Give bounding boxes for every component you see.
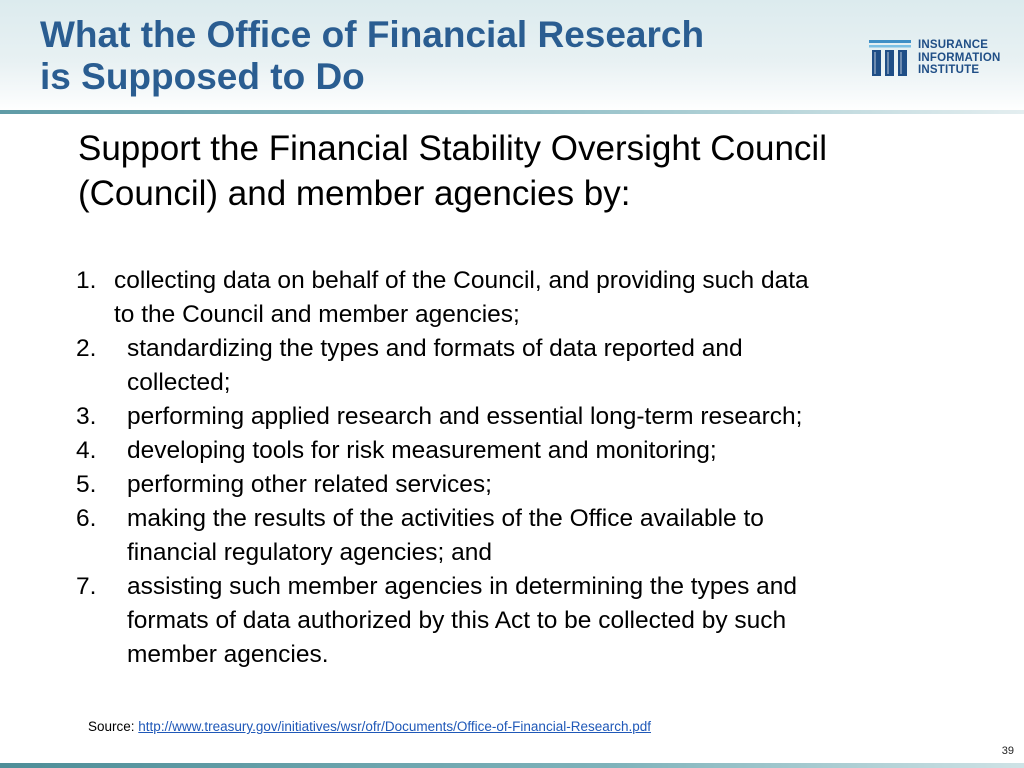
list-item-number: 2. — [76, 335, 97, 362]
list-item-text-line: making the results of the activities of the Office available to — [127, 505, 764, 532]
list-item-number: 5. — [76, 471, 97, 498]
iii-logo-mark-icon — [868, 38, 912, 78]
list-item — [76, 434, 956, 468]
list-item — [76, 502, 956, 570]
logo-text-line-3: INSTITUTE — [918, 64, 980, 76]
list-item-number: 4. — [76, 437, 97, 464]
list-item-text-line: collecting data on behalf of the Council, and providing such data — [114, 267, 809, 294]
list-item-number: 7. — [76, 573, 97, 600]
subtitle-line-2: (Council) and member agencies by: — [78, 174, 631, 213]
logo-text — [918, 39, 1000, 77]
subtitle-line-1: Support the Financial Stability Oversight Council — [78, 129, 827, 168]
list-item — [76, 570, 956, 672]
list-item-number: 3. — [76, 403, 97, 430]
list-item-text-line: performing applied research and essential long-term research; — [127, 403, 803, 430]
list-item-text-line: assisting such member agencies in determining the types and — [127, 573, 798, 600]
source-citation — [88, 719, 651, 734]
list-item-text-line: developing tools for risk measurement and monitoring; — [127, 437, 717, 464]
duties-list — [76, 264, 956, 672]
list-item — [76, 400, 956, 434]
list-item-text-line: standardizing the types and formats of data reported and — [127, 335, 743, 362]
page-number: 39 — [1001, 745, 1014, 757]
slide-title-line-2: is Supposed to Do — [40, 56, 365, 97]
list-item-number: 6. — [76, 505, 97, 532]
list-item-text-line: performing other related services; — [127, 471, 492, 498]
slide-title-line-1: What the Office of Financial Research — [40, 14, 705, 55]
list-item-text-line: member agencies. — [127, 641, 329, 668]
slide-subtitle — [78, 126, 978, 216]
list-item — [76, 468, 956, 502]
header-divider — [0, 110, 1024, 114]
list-item — [76, 332, 956, 400]
slide-title — [40, 14, 840, 98]
logo-text-line-2: INFORMATION — [918, 51, 1001, 64]
list-item-text-line: financial regulatory agencies; and — [127, 539, 493, 566]
source-link[interactable]: http://www.treasury.gov/initiatives/wsr/ofr/Documents/Office-of-Financial-Research.pdf — [138, 719, 651, 734]
list-item-text-line: to the Council and member agencies; — [114, 301, 520, 328]
iii-logo — [868, 38, 1018, 80]
footer-divider — [0, 763, 1024, 768]
list-item-text-line: formats of data authorized by this Act to be collected by such — [127, 607, 787, 634]
list-item — [76, 264, 956, 332]
list-item-number: 1. — [76, 267, 97, 294]
logo-text-line-1: INSURANCE — [918, 39, 989, 51]
list-item-text-line: collected; — [127, 369, 231, 396]
source-label: Source: — [88, 719, 135, 734]
